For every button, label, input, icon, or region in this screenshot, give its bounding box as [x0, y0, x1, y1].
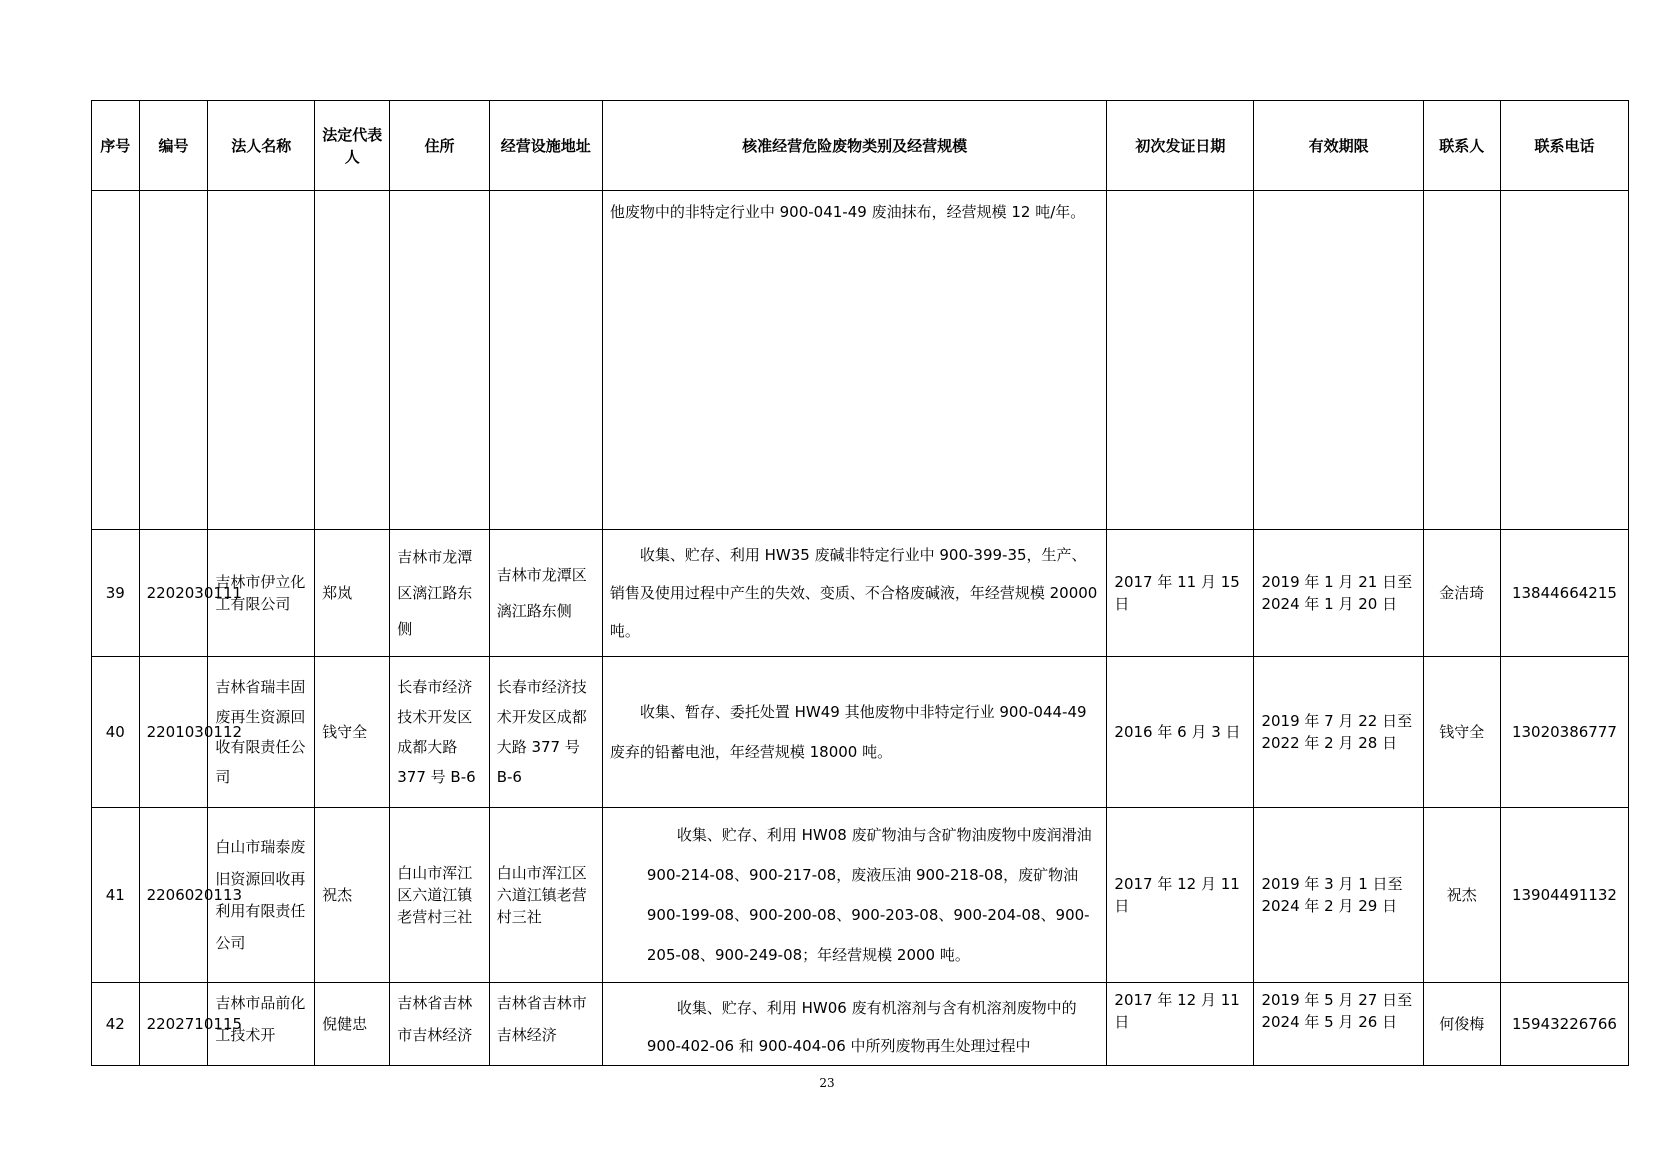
- cell-contact: 钱守全: [1423, 657, 1500, 808]
- table-row: [92, 983, 1629, 1066]
- cell-scope: [602, 983, 1107, 1066]
- cell-contact: 祝杰: [1423, 808, 1500, 983]
- cell-rep: 祝杰: [315, 808, 390, 983]
- table-row: [92, 808, 1629, 983]
- cell-phone: 13020386777: [1500, 657, 1628, 808]
- cell-validity: 2019 年 1 月 21 日至 2024 年 1 月 20 日: [1254, 530, 1423, 657]
- cell-site: 长春市经济技术开发区成都大路 377 号 B-6: [489, 657, 602, 808]
- table-row: [92, 191, 1629, 530]
- cell-name: 吉林市伊立化工有限公司: [208, 530, 315, 657]
- cell-name: [208, 191, 315, 530]
- cell-phone: 13844664215: [1500, 530, 1628, 657]
- cell-contact: 何俊梅: [1423, 983, 1500, 1066]
- cell-site: 吉林市龙潭区漓江路东侧: [489, 530, 602, 657]
- scope-text: 收集、贮存、利用 HW08 废矿物油与含矿物油废物中废润滑油 900-214-08、900-217-08，废液压油 900-218-08，废矿物油 900-199-08、900-200-08、900-203-08、900-204-08、900-205-08、900-249-08；年经营规模 2000 吨。: [646, 826, 1092, 964]
- scope-text: 收集、贮存、利用 HW06 废有机溶剂与含有机溶剂废物中的 900-402-06 和 900-404-06 中所列废物再生处理过程中: [646, 999, 1077, 1055]
- table-header-row: [92, 101, 1629, 191]
- cell-address: 白山市浑江区六道江镇老营村三社: [390, 808, 489, 983]
- cell-contact: [1423, 191, 1500, 530]
- cell-address: [390, 191, 489, 530]
- cell-address: 吉林省吉林市吉林经济: [390, 983, 489, 1066]
- cell-first-date: 2017 年 11 月 15 日: [1107, 530, 1254, 657]
- table-row: [92, 657, 1629, 808]
- cell-scope: 他废物中的非特定行业中 900-041-49 废油抹布，经营规模 12 吨/年。: [602, 191, 1107, 530]
- cell-address: 长春市经济技术开发区成都大路 377 号 B-6: [390, 657, 489, 808]
- header-site: 经营设施地址: [489, 101, 602, 191]
- cell-name: 吉林市品前化工技术开: [208, 983, 315, 1066]
- cell-code: 2202030111: [139, 530, 208, 657]
- cell-first-date: 2016 年 6 月 3 日: [1107, 657, 1254, 808]
- cell-phone: 13904491132: [1500, 808, 1628, 983]
- cell-site: 白山市浑江区六道江镇老营村三社: [489, 808, 602, 983]
- hazardous-waste-permit-table: [91, 100, 1629, 1066]
- cell-phone: 15943226766: [1500, 983, 1628, 1066]
- page-number: 23: [819, 1076, 835, 1090]
- cell-validity: [1254, 191, 1423, 530]
- cell-name: 白山市瑞泰废旧资源回收再利用有限责任公司: [208, 808, 315, 983]
- header-code: 编号: [139, 101, 208, 191]
- cell-seq: 40: [92, 657, 140, 808]
- cell-rep: 郑岚: [315, 530, 390, 657]
- cell-code: 2202710115: [139, 983, 208, 1066]
- cell-seq: 42: [92, 983, 140, 1066]
- cell-first-date: 2017 年 12 月 11 日: [1107, 808, 1254, 983]
- cell-seq: 39: [92, 530, 140, 657]
- header-seq: 序号: [92, 101, 140, 191]
- cell-code: 2206020113: [139, 808, 208, 983]
- cell-phone: [1500, 191, 1628, 530]
- header-phone: 联系电话: [1500, 101, 1628, 191]
- header-address: 住所: [390, 101, 489, 191]
- header-validity: 有效期限: [1254, 101, 1423, 191]
- cell-address: 吉林市龙潭区漓江路东侧: [390, 530, 489, 657]
- cell-scope: [602, 657, 1107, 808]
- cell-seq: 41: [92, 808, 140, 983]
- cell-first-date: [1107, 191, 1254, 530]
- cell-seq: [92, 191, 140, 530]
- cell-scope: [602, 808, 1107, 983]
- cell-rep: 钱守全: [315, 657, 390, 808]
- cell-validity: 2019 年 7 月 22 日至 2022 年 2 月 28 日: [1254, 657, 1423, 808]
- scope-text: 收集、贮存、利用 HW35 废碱非特定行业中 900-399-35，生产、销售及使用过程中产生的失效、变质、不合格废碱液，年经营规模 20000 吨。: [609, 546, 1098, 640]
- cell-validity: 2019 年 5 月 27 日至 2024 年 5 月 26 日: [1254, 983, 1423, 1066]
- cell-code: [139, 191, 208, 530]
- cell-site: [489, 191, 602, 530]
- cell-contact: 金洁琦: [1423, 530, 1500, 657]
- table-row: [92, 530, 1629, 657]
- cell-rep: [315, 191, 390, 530]
- cell-code: 2201030112: [139, 657, 208, 808]
- header-contact: 联系人: [1423, 101, 1500, 191]
- header-scope: 核准经营危险废物类别及经营规模: [602, 101, 1107, 191]
- cell-name: 吉林省瑞丰固废再生资源回收有限责任公司: [208, 657, 315, 808]
- cell-site: 吉林省吉林市吉林经济: [489, 983, 602, 1066]
- cell-scope: [602, 530, 1107, 657]
- header-name: 法人名称: [208, 101, 315, 191]
- cell-rep: 倪健忠: [315, 983, 390, 1066]
- header-first-date: 初次发证日期: [1107, 101, 1254, 191]
- cell-validity: 2019 年 3 月 1 日至 2024 年 2 月 29 日: [1254, 808, 1423, 983]
- header-rep: 法定代表人: [315, 101, 390, 191]
- cell-first-date: 2017 年 12 月 11 日: [1107, 983, 1254, 1066]
- scope-text: 收集、暂存、委托处置 HW49 其他废物中非特定行业 900-044-49 废弃的铅蓄电池，年经营规模 18000 吨。: [609, 703, 1087, 761]
